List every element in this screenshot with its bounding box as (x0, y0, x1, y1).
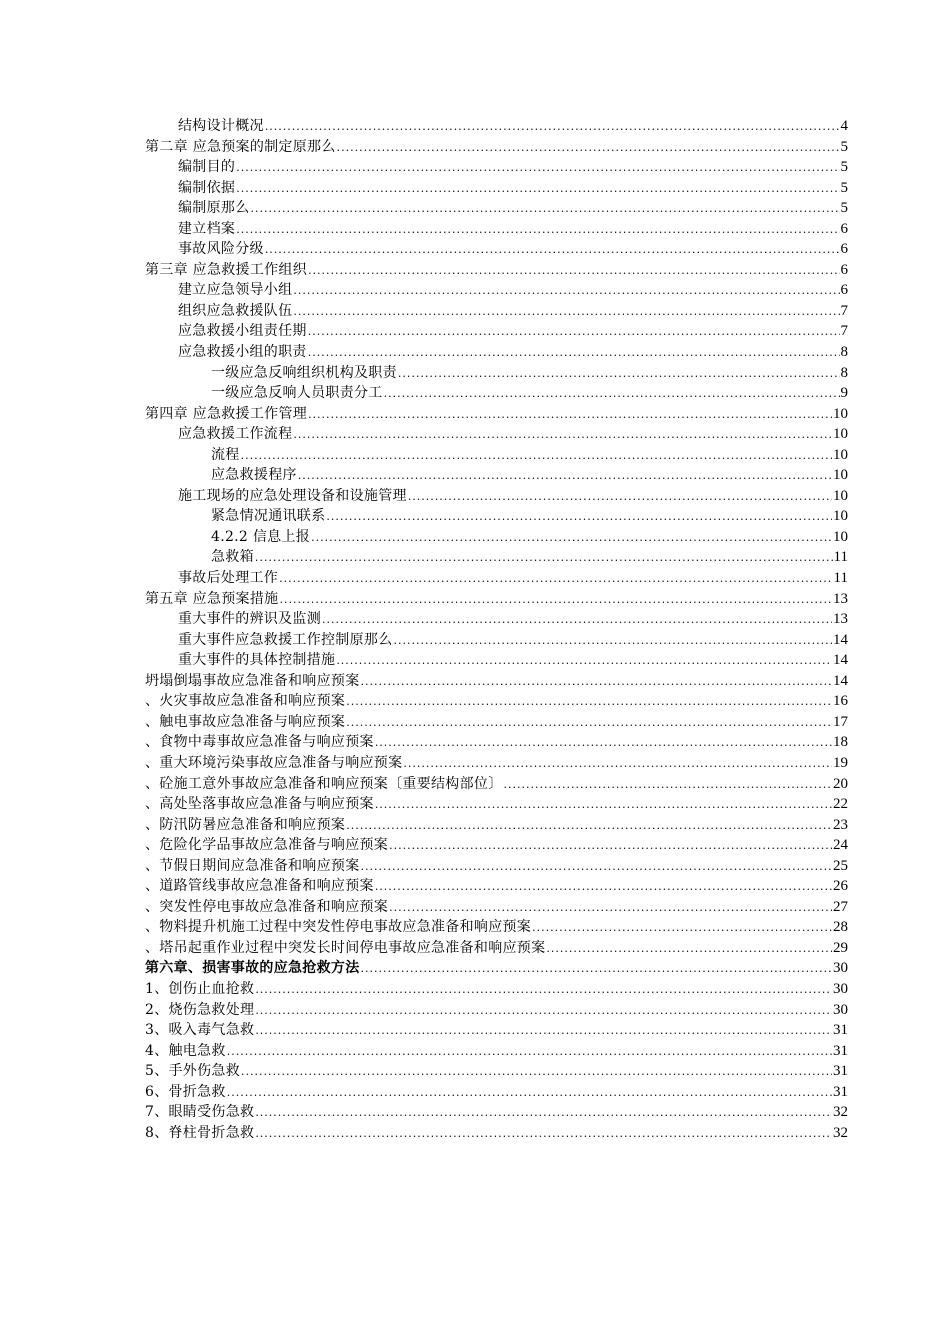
toc-entry-title: 施工现场的应急处理设备和设施管理 (178, 487, 407, 504)
toc-entry-page-number: 19 (833, 754, 848, 771)
toc-entry-page-number: 10 (833, 426, 848, 443)
toc-entry-title: 、塔吊起重作业过程中突发长时间停电事故应急准备和响应预案 (145, 939, 546, 956)
toc-dot-leader (361, 857, 833, 878)
toc-entry-page-number: 6 (840, 261, 848, 278)
toc-dot-leader (308, 261, 839, 282)
toc-entry[interactable] (145, 835, 848, 856)
toc-dot-leader (279, 590, 832, 611)
toc-entry[interactable] (145, 321, 848, 342)
toc-dot-leader (298, 466, 832, 487)
toc-dot-leader (308, 343, 840, 364)
toc-entry[interactable] (145, 547, 848, 568)
toc-entry-page-number: 17 (833, 713, 848, 730)
toc-entry-page-number: 25 (833, 857, 848, 874)
toc-entry-page-number: 5 (840, 179, 848, 196)
toc-entry[interactable] (145, 609, 848, 630)
toc-entry-title: 5、手外伤急救 (145, 1063, 241, 1080)
toc-entry[interactable] (145, 219, 848, 240)
toc-entry[interactable] (145, 938, 848, 959)
toc-dot-leader (255, 1103, 832, 1124)
toc-dot-leader (322, 610, 832, 631)
toc-entry-title: 1、创伤止血抢救 (145, 980, 255, 997)
toc-entry[interactable] (145, 527, 848, 548)
toc-entry-title: 第四章 应急救援工作管理 (145, 405, 308, 422)
toc-dot-leader (255, 1001, 832, 1022)
toc-entry-page-number: 32 (833, 1104, 848, 1121)
toc-entry[interactable] (145, 1123, 848, 1144)
toc-entry[interactable] (145, 342, 848, 363)
toc-entry-title: 一级应急反响组织机构及职责 (211, 364, 397, 381)
toc-dot-leader (346, 692, 832, 713)
toc-entry[interactable] (145, 897, 848, 918)
toc-entry-page-number: 23 (833, 816, 848, 833)
toc-entry-title: 、道路管线事故应急准备和响应预案 (145, 878, 374, 895)
toc-dot-leader (375, 795, 832, 816)
toc-entry-title: 紧急情况通讯联系 (211, 508, 326, 525)
toc-entry-title: 应急救援小组的职责 (178, 344, 307, 361)
toc-dot-leader (227, 1083, 832, 1104)
toc-dot-leader (308, 322, 840, 343)
toc-entry-title: 、节假日期间应急准备和响应预案 (145, 857, 360, 874)
toc-dot-leader (236, 220, 839, 241)
toc-entry-page-number: 20 (833, 775, 848, 792)
toc-entry-page-number: 8 (840, 344, 848, 361)
toc-entry-page-number: 11 (833, 570, 848, 587)
toc-entry-title: 、触电事故应急准备与响应预案 (145, 713, 346, 730)
toc-entry-title: 建立档案 (178, 220, 236, 237)
toc-entry-page-number: 5 (840, 200, 848, 217)
toc-entry-title: 第二章 应急预案的制定原那么 (145, 138, 336, 155)
toc-dot-leader (326, 507, 832, 528)
toc-entry[interactable] (145, 1000, 848, 1021)
toc-entry-title: 重大事件的具体控制措施 (178, 652, 336, 669)
toc-entry-page-number: 28 (833, 919, 848, 936)
toc-dot-leader (241, 446, 832, 467)
toc-entry[interactable] (145, 630, 848, 651)
toc-entry[interactable] (145, 1061, 848, 1082)
toc-entry-title: 事故后处理工作 (178, 570, 279, 587)
toc-entry[interactable] (145, 137, 848, 158)
toc-dot-leader (394, 631, 833, 652)
toc-entry-title: 、物料提升机施工过程中突发性停电事故应急准备和响应预案 (145, 919, 532, 936)
toc-entry[interactable] (145, 589, 848, 610)
toc-entry[interactable] (145, 753, 848, 774)
toc-entry[interactable] (145, 116, 848, 137)
toc-entry-title: 、重大环境污染事故应急准备与响应预案 (145, 754, 403, 771)
toc-dot-leader (293, 425, 832, 446)
toc-dot-leader (532, 918, 832, 939)
toc-entry-title: 一级应急反响人员职责分工 (211, 385, 383, 402)
toc-dot-leader (546, 939, 832, 960)
toc-entry[interactable] (145, 917, 848, 938)
toc-entry-page-number: 14 (833, 631, 848, 648)
toc-entry[interactable] (145, 445, 848, 466)
toc-entry[interactable] (145, 1082, 848, 1103)
toc-entry-title: 事故风险分级 (178, 241, 264, 258)
toc-dot-leader (398, 364, 840, 385)
toc-entry[interactable] (145, 363, 848, 384)
toc-entry-title: 编制目的 (178, 159, 236, 176)
toc-entry-title: 组织应急救援队伍 (178, 302, 293, 319)
toc-entry-title: 6、骨折急救 (145, 1083, 226, 1100)
toc-entry-page-number: 7 (840, 302, 848, 319)
toc-entry-page-number: 22 (833, 796, 848, 813)
toc-entry-page-number: 14 (833, 652, 848, 669)
toc-entry-page-number: 27 (833, 898, 848, 915)
toc-entry[interactable] (145, 691, 848, 712)
toc-entry[interactable] (145, 198, 848, 219)
toc-entry-title: 3、吸入毒气急救 (145, 1022, 255, 1039)
toc-entry-title: 、危险化学品事故应急准备与响应预案 (145, 837, 389, 854)
toc-entry-page-number: 4 (840, 118, 848, 134)
toc-entry[interactable] (145, 671, 848, 692)
toc-entry-title: 、突发性停电事故应急准备和响应预案 (145, 898, 389, 915)
toc-entry[interactable] (145, 383, 848, 404)
toc-dot-leader (375, 733, 832, 754)
toc-entry-page-number: 31 (833, 1042, 848, 1059)
toc-entry-title: 、食物中毒事故应急准备与响应预案 (145, 734, 374, 751)
toc-entry-page-number: 29 (833, 939, 848, 956)
toc-entry-title: 应急救援小组责任期 (178, 323, 307, 340)
toc-entry[interactable] (145, 650, 848, 671)
toc-entry[interactable] (145, 486, 848, 507)
toc-entry-page-number: 7 (840, 323, 848, 340)
toc-entry-title: 4.2.2 信息上报 (211, 528, 311, 545)
toc-entry[interactable] (145, 958, 848, 979)
toc-entry-page-number: 13 (833, 590, 848, 607)
toc-dot-leader (389, 898, 832, 919)
toc-entry[interactable] (145, 506, 848, 527)
toc-dot-leader (255, 980, 832, 1001)
toc-entry-page-number: 32 (833, 1124, 848, 1141)
toc-entry-title: 重大事件应急救援工作控制原那么 (178, 631, 393, 648)
toc-entry[interactable] (145, 1102, 848, 1123)
toc-entry-page-number: 31 (833, 1083, 848, 1100)
toc-dot-leader (308, 405, 832, 426)
toc-entry-title: 编制依据 (178, 179, 236, 196)
toc-entry[interactable] (145, 774, 848, 795)
toc-entry-page-number: 6 (840, 241, 848, 258)
toc-entry-page-number: 31 (833, 1063, 848, 1080)
toc-entry[interactable] (145, 280, 848, 301)
toc-dot-leader (403, 754, 832, 775)
toc-dot-leader (279, 569, 832, 590)
toc-dot-leader (389, 836, 832, 857)
toc-entry[interactable] (145, 876, 848, 897)
toc-dot-leader (311, 528, 832, 549)
toc-dot-leader (361, 959, 833, 980)
toc-entry-title: 应急救援工作流程 (178, 426, 293, 443)
toc-entry-page-number: 10 (833, 508, 848, 525)
toc-dot-leader (336, 651, 832, 672)
toc-entry-title: 、砼施工意外事故应急准备和响应预案〔重要结构部位〕 (145, 775, 503, 792)
toc-dot-leader (337, 138, 840, 159)
toc-entry-page-number: 30 (833, 1001, 848, 1018)
toc-dot-leader (346, 816, 832, 837)
toc-entry[interactable] (145, 260, 848, 281)
toc-entry-title: 4、触电急救 (145, 1042, 226, 1059)
toc-entry-page-number: 16 (833, 693, 848, 710)
toc-entry-title: 7、眼睛受伤急救 (145, 1104, 255, 1121)
toc-dot-leader (375, 877, 832, 898)
toc-entry[interactable] (145, 301, 848, 322)
toc-entry[interactable] (145, 815, 848, 836)
toc-entry-title: 急救箱 (211, 549, 254, 566)
toc-dot-leader (236, 158, 839, 179)
toc-entry-title: 建立应急领导小组 (178, 282, 293, 299)
toc-dot-leader (255, 548, 833, 569)
toc-entry[interactable] (145, 424, 848, 445)
toc-dot-leader (384, 384, 840, 405)
toc-entry[interactable] (145, 794, 848, 815)
toc-entry-page-number: 30 (833, 960, 848, 977)
toc-dot-leader (255, 1124, 832, 1145)
toc-dot-leader (361, 672, 833, 693)
toc-entry-page-number: 31 (833, 1022, 848, 1039)
toc-dot-leader (293, 302, 839, 323)
toc-entry-page-number: 30 (833, 980, 848, 997)
toc-entry-page-number: 18 (833, 734, 848, 751)
toc-entry-title: 、防汛防暑应急准备和响应预案 (145, 816, 346, 833)
toc-entry-page-number: 13 (833, 611, 848, 628)
toc-dot-leader (346, 713, 832, 734)
toc-entry-title: 第三章 应急救援工作组织 (145, 261, 308, 278)
toc-dot-leader (227, 1042, 832, 1063)
toc-entry-page-number: 11 (833, 549, 848, 566)
toc-entry[interactable] (145, 239, 848, 260)
toc-entry[interactable] (145, 1041, 848, 1062)
toc-dot-leader (293, 281, 839, 302)
toc-entry-page-number: 24 (833, 837, 848, 854)
toc-entry-title: 结构设计概况 (178, 118, 264, 134)
toc-dot-leader (241, 1062, 832, 1083)
toc-entry[interactable] (145, 178, 848, 199)
toc-entry-page-number: 9 (840, 385, 848, 402)
toc-entry-page-number: 10 (833, 467, 848, 484)
toc-entry[interactable] (145, 568, 848, 589)
toc-dot-leader (504, 775, 833, 796)
toc-entry[interactable] (145, 404, 848, 425)
toc-entry-page-number: 8 (840, 364, 848, 381)
toc-entry[interactable] (145, 732, 848, 753)
toc-dot-leader (251, 199, 840, 220)
toc-entry-page-number: 14 (833, 672, 848, 689)
toc-entry-page-number: 6 (840, 282, 848, 299)
toc-entry-title: 流程 (211, 446, 240, 463)
toc-entry-page-number: 5 (840, 159, 848, 176)
toc-entry-title: 第六章、损害事故的应急抢救方法 (145, 960, 360, 977)
toc-entry-page-number: 10 (833, 528, 848, 545)
toc-entry-page-number: 10 (833, 487, 848, 504)
toc-dot-leader (265, 117, 840, 138)
toc-entry-page-number: 10 (833, 405, 848, 422)
toc-entry-title: 8、脊柱骨折急救 (145, 1124, 255, 1141)
toc-entry-page-number: 26 (833, 878, 848, 895)
toc-entry-title: 第五章 应急预案措施 (145, 590, 279, 607)
toc-entry-title: 应急救援程序 (211, 467, 297, 484)
toc-entry[interactable] (145, 856, 848, 877)
toc-entry-title: 坍塌倒塌事故应急准备和响应预案 (145, 672, 360, 689)
toc-dot-leader (408, 487, 832, 508)
toc-entry[interactable] (145, 712, 848, 733)
toc-entry-title: 、高处坠落事故应急准备与响应预案 (145, 796, 374, 813)
toc-dot-leader (265, 240, 840, 261)
toc-dot-leader (236, 179, 839, 200)
toc-entry-page-number: 5 (840, 138, 848, 155)
toc-entry-page-number: 6 (840, 220, 848, 237)
toc-entry[interactable] (145, 1020, 848, 1041)
table-of-contents (145, 116, 848, 1143)
toc-entry[interactable] (145, 465, 848, 486)
toc-entry-title: 重大事件的辨识及监测 (178, 611, 321, 628)
toc-dot-leader (255, 1021, 832, 1042)
toc-entry-title: 2、烧伤急救处理 (145, 1001, 255, 1018)
toc-entry[interactable] (145, 157, 848, 178)
toc-entry-title: 、火灾事故应急准备和响应预案 (145, 693, 346, 710)
toc-entry-page-number: 10 (833, 446, 848, 463)
toc-entry[interactable] (145, 979, 848, 1000)
toc-entry-title: 编制原那么 (178, 200, 250, 217)
